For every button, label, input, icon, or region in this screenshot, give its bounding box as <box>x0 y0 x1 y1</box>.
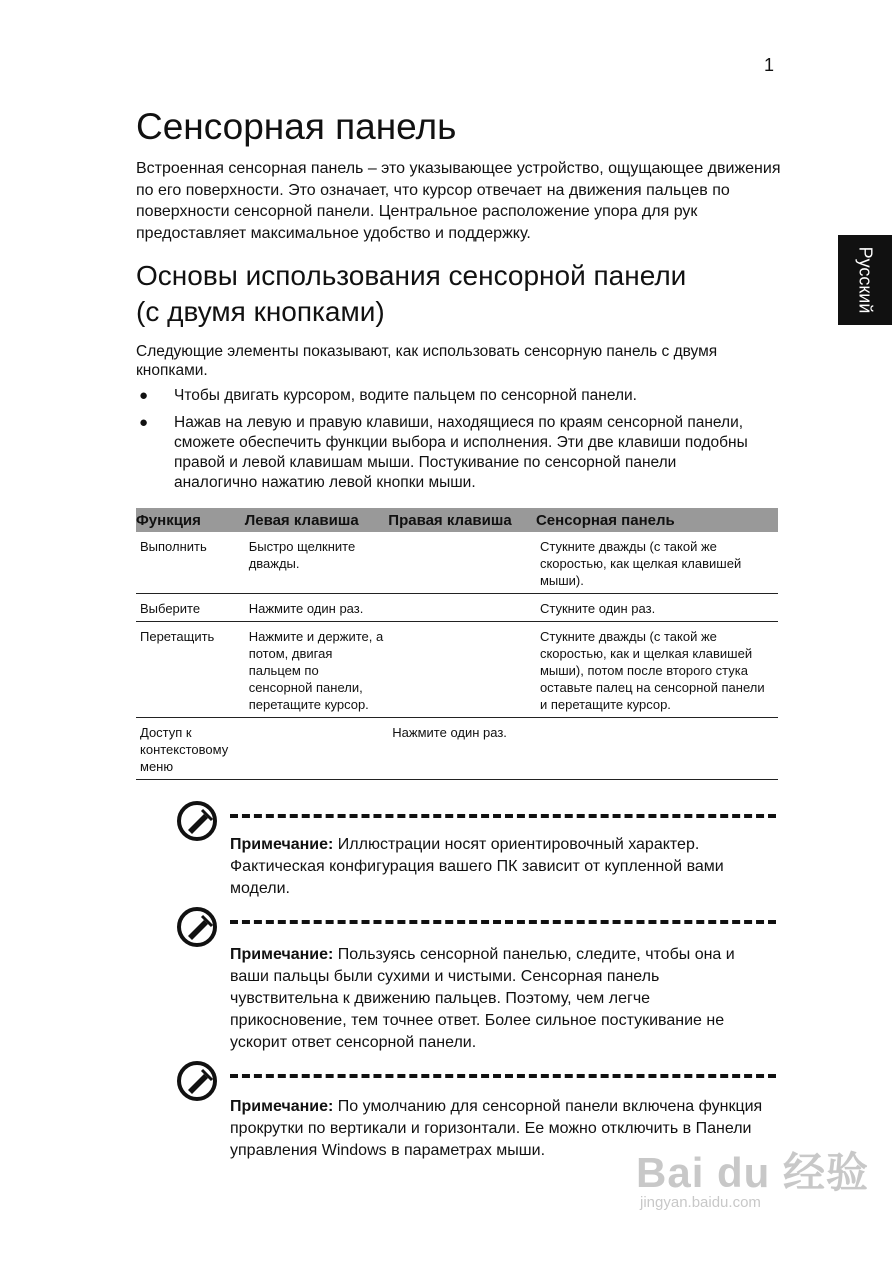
header-touchpad: Сенсорная панель <box>536 508 778 532</box>
note-text <box>230 834 766 900</box>
table-cell: Выполнить <box>136 532 245 594</box>
section-lead: Следующие элементы показывают, как использовать сенсорную панель с двумя кнопками. <box>136 343 718 379</box>
note-divider <box>230 1074 776 1078</box>
page-title: Сенсорная панель <box>136 106 457 147</box>
table-cell: Стукните дважды (с такой же скоростью, как щелкая клавишей мыши). <box>536 532 778 594</box>
section-title-line-1: Основы использования сенсорной панели <box>136 260 687 291</box>
table-cell: Выберите <box>136 594 245 622</box>
table-cell <box>245 718 389 780</box>
table-cell <box>388 622 536 718</box>
table-cell: Перетащить <box>136 622 245 718</box>
section-title <box>136 258 686 330</box>
table-cell: Доступ к контекстовому меню <box>136 718 245 780</box>
table-cell: Быстро щелкните дважды. <box>245 532 389 594</box>
bullet-item <box>136 413 756 493</box>
note-text <box>230 944 766 1054</box>
bullet-list <box>136 386 756 500</box>
bullet-item <box>136 386 756 406</box>
note-label: Примечание: <box>230 836 334 853</box>
page-number: 1 <box>764 55 775 75</box>
intro-paragraph: Встроенная сенсорная панель – это указывающее устройство, ощущающее движения по его поверхности. Это означает, что курсор отвечает на движения пальцев по поверхности сенсорной панели. Центральное расположение упора для рук предоставляет максимальное удобство и поддержку. <box>136 160 781 242</box>
bullet-icon: ● <box>139 414 149 431</box>
bullet-text: Нажав на левую и правую клавиши, находящиеся по краям сенсорной панели, сможете обеспечить функции выбора и исполнения. Эти две клавиши подобны правой и левой клавишам мыши. Постукивание по сенсорной панели аналогично нажатию левой кнопки мыши. <box>174 414 748 491</box>
table-row <box>136 532 778 594</box>
note-label: Примечание: <box>230 1098 334 1115</box>
header-right-key: Правая клавиша <box>388 508 536 532</box>
note-body: По умолчанию для сенсорной панели включена функция прокрутки по вертикали и горизонтали. Ее можно отключить в Панели управления Windows в параметрах мыши. <box>230 1098 763 1159</box>
table-cell: Стукните один раз. <box>536 594 778 622</box>
language-tab-label: Русский <box>855 246 876 314</box>
header-function: Функция <box>136 508 245 532</box>
note-pen-icon <box>176 906 218 948</box>
table-cell: Нажмите один раз. <box>245 594 389 622</box>
watermark-logo-text: Bai du 经验 <box>636 1149 870 1196</box>
language-tab <box>838 235 892 325</box>
watermark-url: jingyan.baidu.com <box>640 1194 761 1211</box>
bullet-text: Чтобы двигать курсором, водите пальцем по сенсорной панели. <box>174 387 637 404</box>
table-header-row <box>136 508 778 532</box>
table-cell <box>388 594 536 622</box>
note-divider <box>230 814 776 818</box>
table-cell: Нажмите и держите, а потом, двигая пальцем по сенсорной панели, перетащите курсор. <box>245 622 389 718</box>
note-body: Иллюстрации носят ориентировочный характер. Фактическая конфигурация вашего ПК зависит от купленной вами модели. <box>230 836 724 897</box>
baidu-watermark <box>636 1140 869 1211</box>
function-table <box>136 508 778 780</box>
table-cell <box>536 718 778 780</box>
note-pen-icon <box>176 800 218 842</box>
note-label: Примечание: <box>230 946 334 963</box>
section-title-line-2: (с двумя кнопками) <box>136 296 385 327</box>
note-body: Пользуясь сенсорной панелью, следите, чтобы она и ваши пальцы были сухими и чистыми. Сенсорная панель чувствительна к движению пальцев. Поэтому, чем легче прикосновение, тем точнее ответ. Более сильное постукивание не ускорит ответ сенсорной панели. <box>230 946 735 1051</box>
header-left-key: Левая клавиша <box>245 508 389 532</box>
table-row <box>136 594 778 622</box>
table-row <box>136 622 778 718</box>
table-cell: Нажмите один раз. <box>388 718 536 780</box>
table-row <box>136 718 778 780</box>
table-cell: Стукните дважды (с такой же скоростью, как и щелкая клавишей мыши), потом после второго стука оставьте палец на сенсорной панели и перетащите курсор. <box>536 622 778 718</box>
bullet-icon: ● <box>139 387 149 404</box>
table-cell <box>388 532 536 594</box>
note-divider <box>230 920 776 924</box>
note-pen-icon <box>176 1060 218 1102</box>
